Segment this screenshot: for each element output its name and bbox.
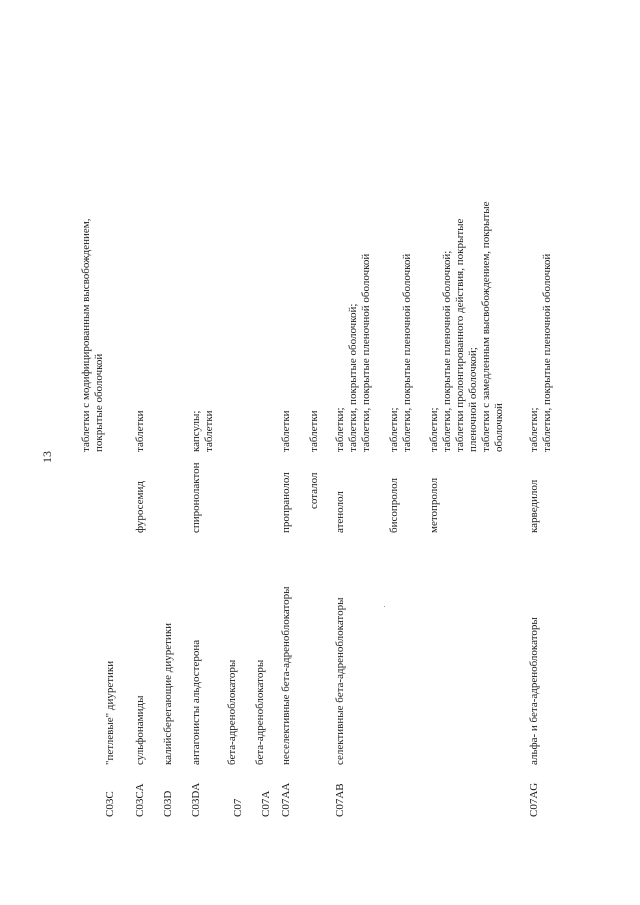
dosage-forms	[134, 0, 147, 452]
drug-name: карведилол	[528, 479, 540, 533]
dosage-forms	[190, 0, 216, 452]
dosage-form-line: пленочной оболочкой;	[467, 347, 479, 452]
dosage-form-line: таблетки;	[334, 407, 346, 452]
dosage-form-line: таблетки, покрытые пленочной оболочкой	[360, 253, 372, 452]
group-name: антагонисты альдостерона	[190, 639, 202, 765]
dosage-forms	[308, 0, 321, 452]
atc-code: C07AB	[334, 783, 346, 817]
dosage-form-line: таблетки с модифицированным высвобождением,	[80, 218, 92, 452]
dosage-form-line: оболочкой	[493, 403, 505, 452]
dosage-form-line: таблетки	[134, 410, 146, 452]
group-name: бета-адреноблокаторы	[254, 659, 266, 765]
dosage-forms	[428, 0, 506, 452]
dosage-form-line: капсулы;	[190, 410, 202, 452]
group-name: неселективные бета-адреноблокаторы	[280, 586, 292, 765]
page-number: 13	[40, 451, 54, 463]
drug-name: бисопролол	[388, 478, 400, 533]
drug-name: атенолол	[334, 491, 346, 533]
group-name: альфа- и бета-адреноблокаторы	[528, 617, 540, 765]
dosage-forms	[388, 0, 414, 452]
dosage-form-line: таблетки, покрытые пленочной оболочкой;	[441, 250, 453, 452]
group-name: калийсберегающие диуретики	[162, 622, 174, 765]
dosage-form-line: таблетки;	[528, 407, 540, 452]
dosage-form-line: таблетки	[203, 410, 215, 452]
dosage-form-line: таблетки	[280, 410, 292, 452]
atc-code: C03CA	[134, 783, 146, 817]
scan-speck	[384, 606, 385, 607]
dosage-forms	[80, 0, 106, 452]
dosage-forms	[280, 0, 293, 452]
group-name: бета-адреноблокаторы	[226, 659, 238, 765]
atc-code: C07AG	[528, 782, 540, 817]
atc-code: C07	[232, 798, 244, 817]
dosage-form-line: покрытые оболочкой	[93, 353, 105, 452]
dosage-form-line: таблетки;	[388, 407, 400, 452]
group-name: селективные бета-адреноблокаторы	[334, 597, 346, 765]
drug-name: метопролол	[428, 477, 440, 533]
dosage-form-line: таблетки, покрытые пленочной оболочкой	[541, 253, 553, 452]
group-name: сульфонамиды	[134, 695, 146, 765]
dosage-forms	[334, 0, 373, 452]
drug-name: соталол	[308, 472, 320, 509]
dosage-form-line: таблетки, покрытые пленочной оболочкой	[401, 253, 413, 452]
atc-code: C03DA	[190, 782, 202, 817]
drug-name: спиронолактон	[190, 462, 202, 533]
dosage-form-line: таблетки пролонгированного действия, покрытые	[454, 218, 466, 452]
dosage-forms	[528, 0, 554, 452]
atc-code: C07AA	[280, 782, 292, 817]
atc-code: C03C	[104, 791, 116, 817]
drug-name: пропранолол	[280, 472, 292, 533]
dosage-form-line: таблетки	[308, 410, 320, 452]
drug-name: фуросемид	[134, 481, 146, 533]
atc-code: C07A	[260, 790, 272, 817]
atc-code: C03D	[162, 790, 174, 817]
dosage-form-line: таблетки, покрытые оболочкой;	[347, 303, 359, 452]
group-name: "петлевые" диуретики	[104, 660, 116, 765]
dosage-form-line: таблетки;	[428, 407, 440, 452]
dosage-form-line: таблетки с замедленным высвобождением, покрытые	[480, 201, 492, 452]
